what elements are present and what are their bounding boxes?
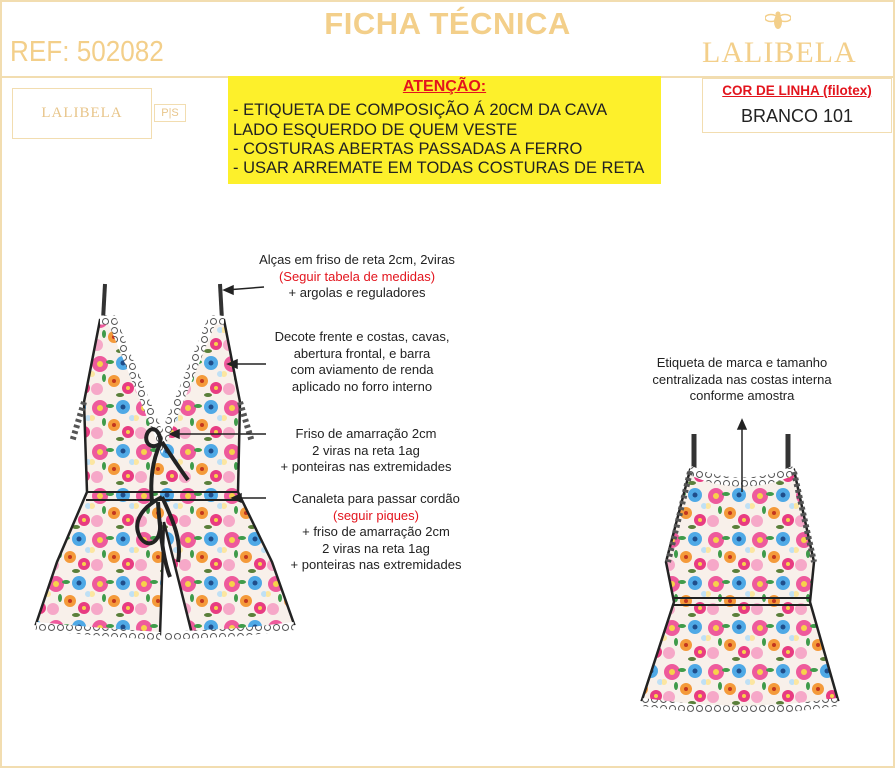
channel-note: [256, 491, 496, 574]
note-line: Decote frente e costas, cavas,: [274, 329, 450, 344]
note-line: + argolas e reguladores: [288, 285, 426, 300]
note-line: + friso de amarração 2cm: [302, 524, 450, 539]
note-line: + ponteiras nas extremidades: [290, 557, 462, 572]
attention-title: ATENÇÃO:: [402, 78, 487, 95]
note-line: aplicado no forro interno: [291, 378, 433, 394]
note-line: + ponteiras nas extremidades: [280, 459, 452, 474]
attention-line: - ETIQUETA DE COMPOSIÇÃO Á 20CM DA CAVA: [233, 101, 608, 119]
neckline-note: [242, 329, 482, 395]
thread-color-value: BRANCO 101: [740, 106, 854, 126]
thread-color-label: COR DE LINHA (filotex): [722, 83, 872, 98]
note-line: Canaleta para passar cordão: [292, 491, 460, 506]
note-line: (seguir piques): [333, 507, 419, 523]
note-line: Etiqueta de marca e tamanho: [656, 355, 828, 370]
reference-code: REF: 502082: [10, 36, 164, 68]
attention-line: LADO ESQUERDO DE QUEM VESTE: [233, 121, 518, 139]
back-label-note: [622, 355, 862, 405]
note-line: 2 viras na reta 1ag: [322, 540, 430, 556]
note-line: com aviamento de renda: [290, 362, 434, 377]
note-line: 2 viras na reta 1ag: [312, 442, 420, 458]
note-line: conforme amostra: [689, 388, 795, 403]
brand-logo: LALIBELA: [702, 36, 857, 69]
note-line: (Seguir tabela de medidas): [278, 268, 436, 284]
note-line: Alças em friso de reta 2cm, 2viras: [259, 252, 455, 267]
size-label-sample: P|S: [154, 104, 186, 122]
straps-note: [237, 252, 477, 302]
attention-line: - USAR ARREMATE EM TODAS COSTURAS DE RETA: [233, 159, 645, 177]
note-line: abertura frontal, e barra: [293, 345, 431, 361]
attention-line: - COSTURAS ABERTAS PASSADAS A FERRO: [233, 140, 583, 158]
brand-label-sample: LALIBELA: [12, 88, 152, 139]
back-garment: [642, 434, 838, 710]
page-title: FICHA TÉCNICA: [324, 6, 571, 41]
note-line: centralizada nas costas interna: [652, 371, 832, 387]
tie-note: [246, 426, 486, 476]
note-line: Friso de amarração 2cm: [295, 426, 437, 441]
